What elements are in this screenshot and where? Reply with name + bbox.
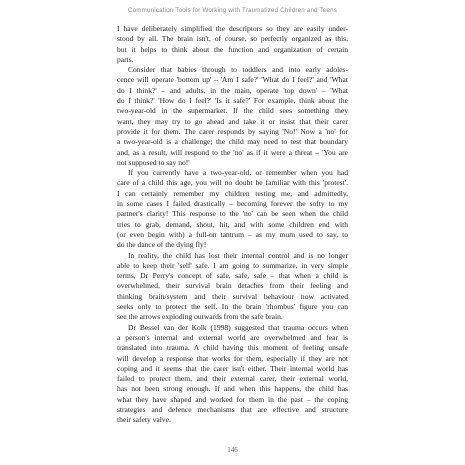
text-line: will develop a response that works for them, especially if they are not xyxy=(117,353,348,363)
text-line: see the arrows exploding outwards from the safe brain. xyxy=(117,312,283,322)
text-line: In reality, the child has lost their internal control and is no longer xyxy=(128,250,348,260)
text-line: failed to protect them, and their external carer, their external world, xyxy=(117,374,348,384)
text-line: thinking brain/system and their survival behaviour now activated xyxy=(117,291,348,301)
text-line: stood by all. The brain isn't, of course, so perfectly organized as this, xyxy=(117,34,348,44)
text-line: two-year-old in the supermarket. If the child sees something they xyxy=(117,106,348,116)
text-line: care of a child this age, you will no doubt be familiar with this 'protest'. xyxy=(117,178,348,188)
text-line: do the dance of the dying fly! xyxy=(117,240,207,250)
text-line: coping and it seems that the carer isn't either. Their internal world has xyxy=(117,363,348,373)
text-line: If you currently have a two-year-old, or remember when you had xyxy=(128,168,348,178)
text-line: seeks only to protect the self. In the brain 'rhombus' figure you can xyxy=(117,302,348,312)
text-line: Consider that babies through to toddlers and into early adoles- xyxy=(128,65,348,75)
paragraph xyxy=(117,24,348,65)
text-line: able to keep their 'self' safe. I am going to summarize, in very simple xyxy=(117,260,348,270)
text-line: what they have shaped and worked for them in the past – the coping xyxy=(117,394,348,404)
text-line: Dr Bessel van der Kolk (1998) suggested that trauma occurs when xyxy=(128,322,348,332)
text-line: their safety valve. xyxy=(117,415,171,425)
page-number: 146 xyxy=(227,446,238,454)
text-line: cence will operate 'bottom up' – 'Am I safe?' 'What do I feel?' and 'What xyxy=(117,75,348,85)
text-line: not supposed to say no!' xyxy=(117,157,190,167)
text-line: terms, Dr Perry's concept of safe, safe, safe – that when a child is xyxy=(117,271,348,281)
text-line: (or even begin with) a full-on tantrum – as my mum used to say, to xyxy=(117,229,348,239)
text-line: overwhelmed, their survival brain detaches from their feeling and xyxy=(117,281,348,291)
text-line: I have deliberately simplified the descriptors so they are easily under- xyxy=(117,24,348,33)
paragraph xyxy=(117,168,348,250)
text-line: provide it for them. The carer responds by saying 'No!' Now a 'no' for xyxy=(117,126,348,136)
text-line: translated into trauma. A child having this moment of feeling unsafe xyxy=(117,343,348,353)
text-line: parts. xyxy=(117,54,134,64)
paragraph xyxy=(117,65,348,168)
text-line: strategies and defence mechanisms that are effective and structure xyxy=(117,404,348,414)
text-line: tries to grab, demand, shout, hit, and with some children end with xyxy=(117,219,348,229)
text-line: has not been strong enough. If and when this happens, the child has xyxy=(117,384,348,394)
text-line: a person's internal and external world are overwhelmed and fear is xyxy=(117,332,348,342)
running-header: Communication Tools for Working with Traumatized Children and Teens xyxy=(127,7,338,14)
body-text xyxy=(117,24,348,426)
text-line: a two-year-old is a challenge; the child may need to test that boundary xyxy=(117,137,348,147)
text-line: and, as a result, will respond to the 'no' as if it were a threat – 'You are xyxy=(117,147,348,157)
paragraph xyxy=(117,251,348,323)
text-line: but it helps to think about the function and organization of certain xyxy=(117,44,348,54)
text-line: do I think?' – and adults, in the main, operate 'top down' – 'What xyxy=(117,85,348,95)
text-line: want, they may try to go ahead and take it or insist that their carer xyxy=(117,116,348,126)
text-line: I can certainly remember my children testing me, and admittedly, xyxy=(117,188,348,198)
text-line: partner's clarity! This response to the 'no' can be seen when the child xyxy=(117,209,348,219)
text-line: in some cases I failed drastically – becoming forever the softy to my xyxy=(117,199,348,209)
text-line: do I think?' 'How do I feel?' 'Is it safe?' For example, think about the xyxy=(117,96,348,106)
paragraph xyxy=(117,323,348,426)
